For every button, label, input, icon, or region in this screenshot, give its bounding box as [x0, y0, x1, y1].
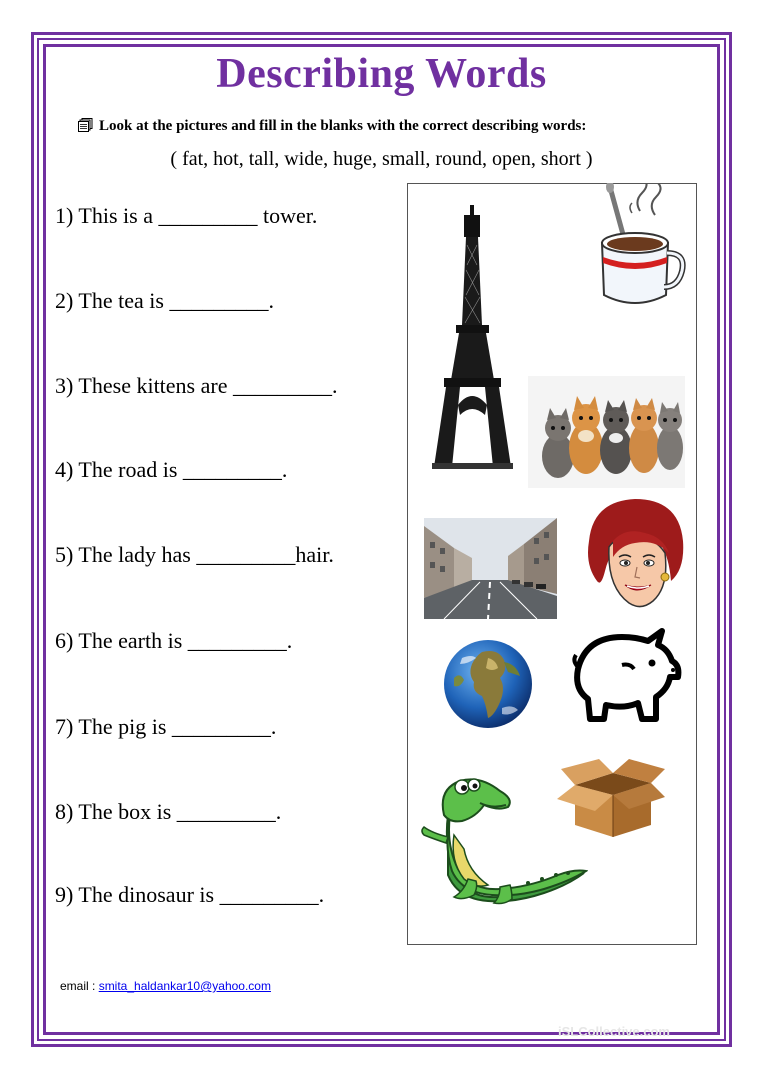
- word-bank: ( fat, hot, tall, wide, huge, small, round, open, short ): [170, 148, 593, 170]
- email-link[interactable]: smita_haldankar10@yahoo.com: [98, 979, 271, 993]
- kittens-icon: [528, 376, 685, 488]
- instruction-text: Look at the pictures and fill in the blanks with the correct describing words:: [99, 118, 587, 134]
- question-3: 3) These kittens are _________.: [55, 373, 338, 398]
- tea-cup-icon: [580, 183, 688, 315]
- pig-icon: [572, 627, 682, 727]
- question-2: 2) The tea is _________.: [55, 288, 274, 313]
- instruction-line: [78, 118, 586, 137]
- road-icon: [424, 518, 557, 619]
- lady-face-icon: [585, 497, 685, 613]
- question-5: 5) The lady has _________hair.: [55, 542, 334, 567]
- question-9: 9) The dinosaur is _________.: [55, 882, 325, 907]
- question-6: 6) The earth is _________.: [55, 628, 293, 653]
- document-icon: [78, 118, 93, 137]
- question-4: 4) The road is _________.: [55, 457, 288, 482]
- dinosaur-icon: [418, 775, 588, 907]
- question-8: 8) The box is _________.: [55, 799, 282, 824]
- eiffel-tower-icon: [430, 205, 515, 473]
- earth-icon: [442, 638, 534, 730]
- watermark: iSLCollective.com: [558, 1024, 670, 1039]
- question-7: 7) The pig is _________.: [55, 714, 277, 739]
- email-label: email :: [60, 979, 99, 993]
- worksheet-title: Describing Words: [216, 51, 547, 97]
- question-1: 1) This is a _________ tower.: [55, 203, 318, 228]
- email-footer: [60, 979, 271, 993]
